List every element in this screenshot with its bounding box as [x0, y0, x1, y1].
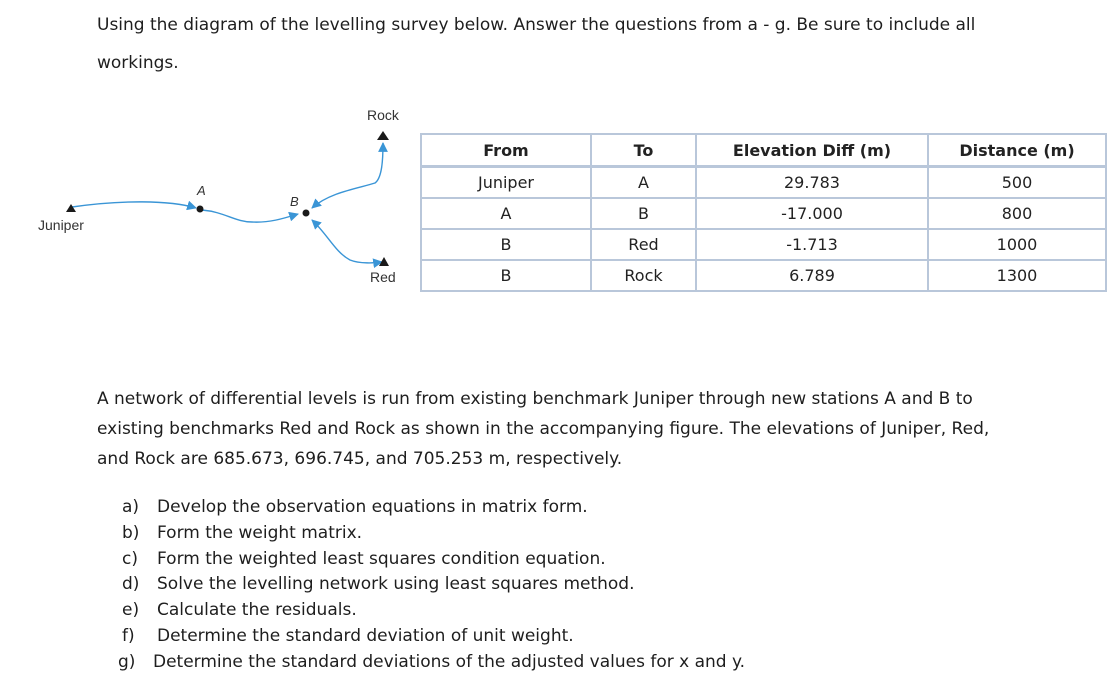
question-label: e): [122, 600, 140, 621]
question-item: [122, 547, 745, 573]
cell-to: Red: [591, 229, 696, 260]
station-a-label: A: [197, 183, 206, 198]
network-line-2: existing benchmarks Red and Rock as shown in the accompanying figure. The elevations of Juniper, Red,: [97, 419, 990, 439]
station-a-dot: [197, 206, 204, 213]
question-item: [122, 521, 745, 547]
question-item: [122, 624, 745, 650]
instructions-line-2: workings.: [97, 53, 179, 73]
b-to-red-line: [312, 220, 382, 263]
station-b-label: B: [290, 194, 299, 209]
cell-from: A: [421, 198, 591, 229]
cell-distance: 1000: [928, 229, 1106, 260]
cell-distance: 500: [928, 167, 1106, 199]
cell-from: B: [421, 229, 591, 260]
question-text: Form the weight matrix.: [157, 522, 363, 543]
rock-benchmark-icon: [377, 131, 389, 140]
instructions: [97, 6, 1057, 82]
question-label: c): [122, 548, 138, 569]
cell-from: Juniper: [421, 167, 591, 199]
question-list: [118, 495, 746, 676]
table-row: [421, 260, 1106, 291]
instructions-line-1: Using the diagram of the levelling survey below. Answer the questions from a - g. Be sure to include all: [97, 15, 976, 35]
juniper-benchmark-icon: [66, 204, 76, 212]
header-to: To: [591, 134, 696, 167]
network-line-3: and Rock are 685.673, 696.745, and 705.253 m, respectively.: [97, 449, 623, 469]
question-label: b): [122, 522, 140, 543]
levelling-network-diagram: [30, 100, 420, 300]
header-elevation-diff: Elevation Diff (m): [696, 134, 928, 167]
a-to-b-line: [202, 210, 298, 222]
b-to-rock-line: [312, 143, 383, 208]
question-text: Form the weighted least squares condition equation.: [157, 548, 606, 569]
cell-elevation-diff: 6.789: [696, 260, 928, 291]
question-item: [118, 650, 745, 676]
rock-label: Rock: [367, 107, 399, 123]
cell-to: B: [591, 198, 696, 229]
header-distance: Distance (m): [928, 134, 1106, 167]
question-text: Determine the standard deviations of the adjusted values for x and y.: [153, 651, 746, 672]
question-text: Solve the levelling network using least squares method.: [157, 574, 635, 595]
cell-distance: 1300: [928, 260, 1106, 291]
cell-distance: 800: [928, 198, 1106, 229]
question-label: f): [122, 625, 135, 646]
question-item: [122, 495, 745, 521]
cell-elevation-diff: 29.783: [696, 167, 928, 199]
cell-elevation-diff: -17.000: [696, 198, 928, 229]
question-label: a): [122, 497, 140, 517]
table-row: [421, 198, 1106, 229]
juniper-to-a-line: [72, 202, 196, 208]
cell-elevation-diff: -1.713: [696, 229, 928, 260]
cell-to: A: [591, 167, 696, 199]
observation-table: [420, 133, 1107, 292]
station-b-dot: [303, 210, 310, 217]
header-from: From: [421, 134, 591, 167]
question-label: g): [118, 651, 136, 672]
table-row: [421, 167, 1106, 199]
question-item: [122, 598, 745, 624]
table-header-row: [421, 134, 1106, 167]
network-line-1: A network of differential levels is run from existing benchmark Juniper through new stations A and B to: [97, 389, 973, 409]
red-label: Red: [370, 269, 396, 285]
juniper-label: Juniper: [38, 217, 84, 233]
network-description: [97, 384, 1017, 474]
cell-to: Rock: [591, 260, 696, 291]
question-text: Develop the observation equations in matrix form.: [157, 497, 588, 517]
question-text: Determine the standard deviation of unit weight.: [157, 625, 574, 646]
cell-from: B: [421, 260, 591, 291]
question-label: d): [122, 574, 140, 595]
question-text: Calculate the residuals.: [157, 600, 357, 621]
table-row: [421, 229, 1106, 260]
question-item: [122, 572, 745, 598]
